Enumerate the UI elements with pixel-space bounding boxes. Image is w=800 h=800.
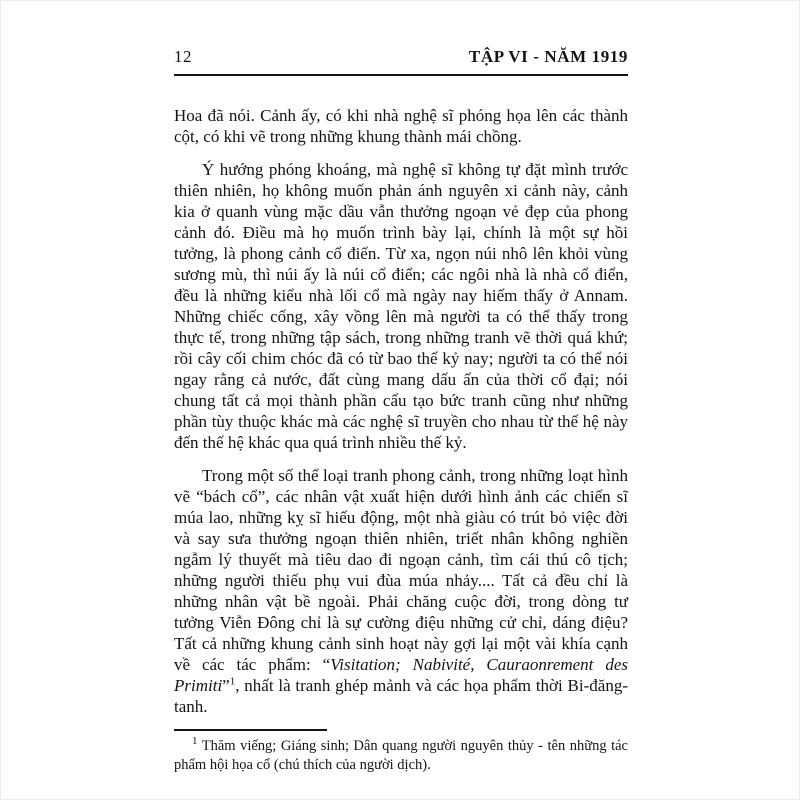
paragraph-3 <box>174 465 628 717</box>
closing-quote: ” <box>222 676 230 695</box>
footnote-text <box>174 737 628 775</box>
footnote-body: Thăm viếng; Giáng sinh; Dân quang người nguyên thủy - tên những tác phẩm hội họa cổ (chú thích của người dịch). <box>174 738 628 773</box>
page-header <box>174 47 628 76</box>
paragraph-1: Hoa đã nói. Cảnh ấy, có khi nhà nghệ sĩ phóng họa lên các thành cột, có khi vẽ trong những khung thành mái chồng. <box>174 106 628 146</box>
running-head-title: TẬP VI - NĂM 1919 <box>468 47 628 66</box>
paragraph-2: Ý hướng phóng khoáng, mà nghệ sĩ không tự đặt mình trước thiên nhiên, họ không muốn phản ánh nguyên xi cảnh này, cảnh kia ở quanh vùng mặc dầu vẫn thưởng ngoạn vẻ đẹp của phong cảnh đó. Điều mà họ muốn trình bày lại, chính là một sự hồi tưởng, là phong cảnh cổ điển. Từ xa, ngọn núi nhô lên khỏi vùng sương mù, thì núi ấy là núi cổ điển; các ngôi nhà là nhà cổ điển, đều là những kiểu nhà lối cổ mà ngày nay hiếm thấy ở Annam. Những chiếc cống, xây vồng lên mà người ta có thể thấy trong thực tế, trong những tập sách, trong những tranh vẽ thời quá khứ; rồi cây cối chim chóc đã có từ bao thế kỷ nay; người ta có thể nói ngay rằng cả nước, đất cùng mang dấu ấn của thời cổ đại; nói chung tất cả mọi thành phần cấu tạo bức tranh cũng như những phần tùy thuộc khác mà các nghệ sĩ truyền cho nhau từ thế hệ này đến thế hệ khác qua quá trình nhiều thế kỷ. <box>174 160 628 452</box>
cited-work-titles: Visitation; Nabivité, Cauraonrement des Primiti <box>174 655 628 695</box>
footnote-number: 1 <box>192 735 198 748</box>
footnote-section <box>174 729 628 775</box>
footnote-reference-marker: 1 <box>229 675 236 688</box>
paragraph-3-text: Trong một số thể loại tranh phong cảnh, trong những loạt hình vẽ “bách cổ”, các nhân vật xuất hiện dưới hình ảnh các chiến sĩ múa lao, những kỵ sĩ hiếu động, một nhà giàu có trút bỏ việc đời và say sưa thưởng ngoạn thiên nhiên, triết nhân không nghiền ngẫm lý thuyết mà tiêu dao đi ngoạn cảnh, tìm cái thú cô tịch; những người thiếu phụ vui đùa múa nhảy.... Tất cả đều chỉ là những nhân vật bề ngoài. Phải chăng cuộc đời, trong dòng tư tưởng Viễn Đông chỉ là sự cường điệu những cử chỉ, dáng điệu? Tất cả những khung cảnh sinh hoạt này gợi lại một vài khía cạnh về các tác phẩm: “ <box>174 466 628 674</box>
paragraph-3-text-after-citation: , nhất là tranh ghép mảnh và các họa phẩm thời Bi-đăng-tanh. <box>174 676 628 716</box>
page-number: 12 <box>174 47 192 66</box>
footnote-separator-rule <box>174 729 327 731</box>
page-body <box>174 105 628 717</box>
